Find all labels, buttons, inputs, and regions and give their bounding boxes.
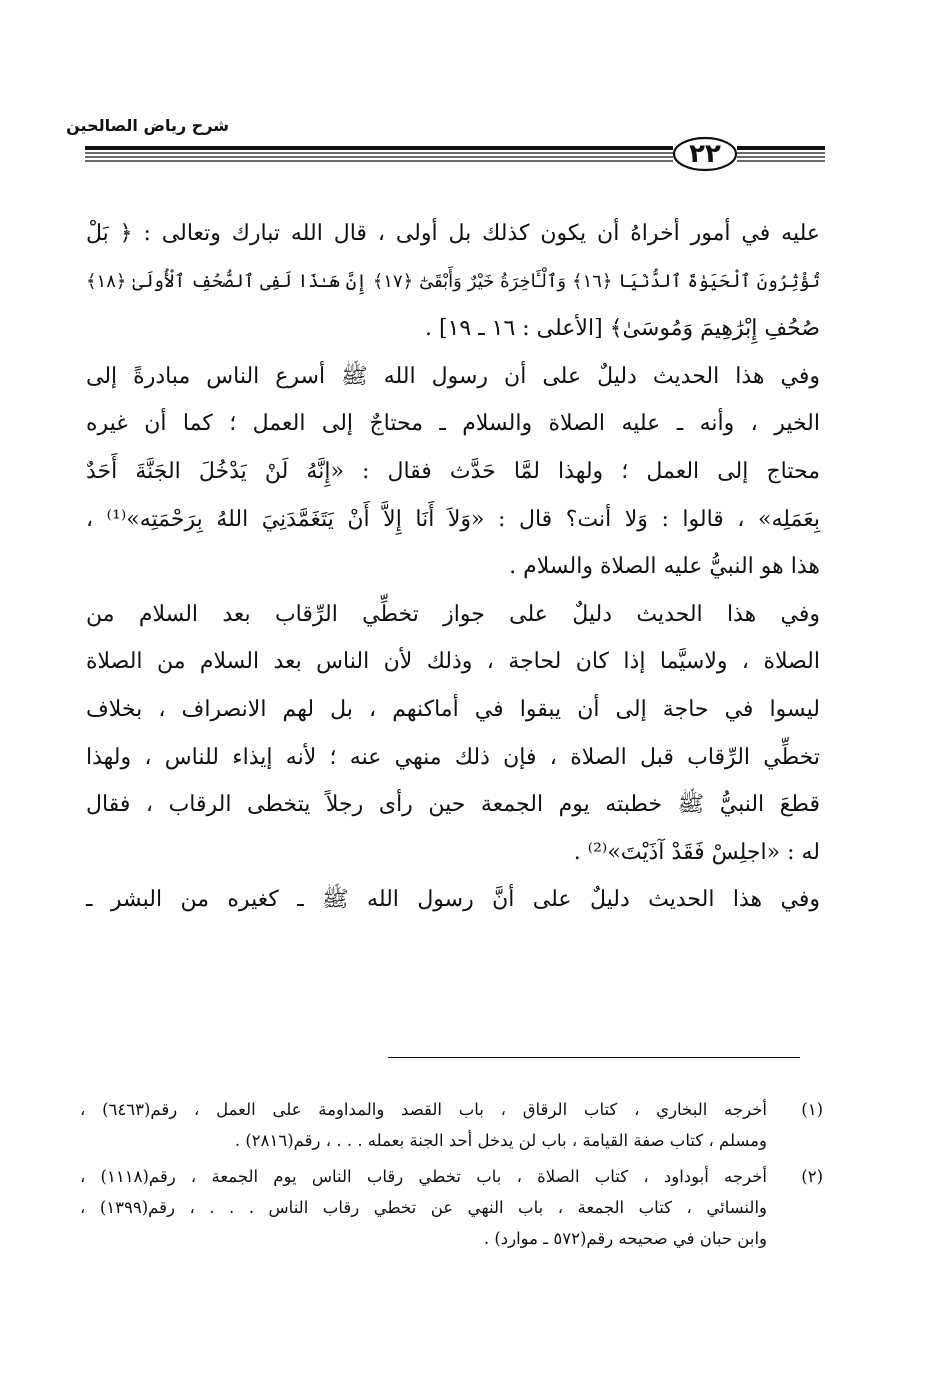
body-line: وفي هذا الحديث دليلٌ على أنَّ رسول الله ﷺ ـ كغيره من البشر ـ: [86, 887, 820, 913]
body-line: الخير ، وأنه ـ عليه الصلاة والسلام ـ محتاجٌ إلى العمل ؛ كما أن غيره: [86, 411, 820, 437]
body-line: محتاج إلى العمل ؛ ولهذا لمَّا حَدَّث فقال : «إِنَّهُ لَنْ يَدْخُلَ الجَنَّةَ أَحَدٌ: [86, 458, 820, 484]
page-number: ٢٢: [689, 139, 721, 169]
body-line: وفي هذا الحديث دليلٌ على أن رسول الله ﷺ أسرع الناس مبادرةً إلى: [86, 363, 820, 389]
quran-verse-line: صُحُفِ إِبْرَٰهِيمَ وَمُوسَىٰ﴾ [الأعلى : ١٦ ـ ١٩] .: [424, 316, 820, 342]
body-line: تخطِّي الرِّقاب قبل الصلاة ، فإن ذلك منهي عنه ؛ لأنه إيذاء للناس ، ولهذا: [86, 744, 820, 770]
footnote: [80, 1094, 823, 1156]
body-text: [86, 210, 820, 924]
hadith-line: له : «اجلِسْ فَقَدْ آذَيْتَ»⁽²⁾ .: [573, 839, 820, 865]
running-header-title: شرح رياض الصالحين: [66, 116, 229, 135]
hadith-line: بِعَمَلِه» ، قالوا : وَلا أنت؟ قال : «وَلاَ أَنَا إِلاَّ أَنْ يَتَغَمَّدَنِيَ اللهُ بِرَحْمَتِه»⁽¹⁾ ،: [86, 506, 820, 532]
body-line: قطعَ النبيُّ ﷺ خطبته يوم الجمعة حين رأى رجلاً يتخطى الرقاب ، فقال: [86, 792, 820, 818]
footnote-separator: [388, 1057, 800, 1058]
footnote-line: أخرجه البخاري ، كتاب الرقاق ، باب القصد والمداومة على العمل ، رقم(٦٤٦٣) ،: [80, 1100, 767, 1119]
footnote-number: (٢): [801, 1167, 823, 1186]
body-line: وفي هذا الحديث دليلٌ على جواز تخطِّي الرِّقاب بعد السلام من: [86, 601, 820, 627]
footnote-line: ومسلم ، كتاب صفة القيامة ، باب لن يدخل أحد الجنة بعمله . . . ، رقم(٢٨١٦) .: [234, 1131, 767, 1150]
footnote: [80, 1161, 823, 1254]
footnotes: [80, 1094, 823, 1254]
body-line: الصلاة ، ولاسيَّما إذا كان لحاجة ، وذلك لأن الناس بعد السلام من الصلاة: [86, 649, 820, 675]
footnote-number: (١): [801, 1100, 823, 1119]
body-line: هذا هو النبيُّ عليه الصلاة والسلام .: [509, 554, 820, 580]
footnote-line: والنسائي ، كتاب الجمعة ، باب النهي عن تخطي رقاب الناس . . . ، رقم(١٣٩٩) ،: [80, 1198, 767, 1217]
quran-verse-line: تُؤْثِرُونَ ٱلْحَيَوٰةَ ٱلدُّنْيَا ﴿١٦﴾ وَٱلْـَٔاخِرَةُ خَيْرٌ وَأَبْقَىٰٓ ﴿١٧﴾ إِنَّ هَـٰذَا لَفِى ٱلصُّحُفِ ٱلْأُولَىٰ ﴿١٨﴾: [86, 270, 820, 292]
footnote-line: وابن حبان في صحيحه رقم(٥٧٢ ـ موارد) .: [483, 1229, 767, 1248]
body-line: ليسوا في حاجة إلى أن يبقوا في أماكنهم ، بل لهم الانصراف ، بخلاف: [86, 696, 820, 722]
footnote-line: أخرجه أبوداود ، كتاب الصلاة ، باب تخطي رقاب الناس يوم الجمعة ، رقم(١١١٨) ،: [80, 1167, 767, 1186]
body-line: عليه في أمور أخراهُ أن يكون كذلك بل أولى ، قال الله تبارك وتعالى : ﴿ بَلْ: [86, 221, 820, 246]
